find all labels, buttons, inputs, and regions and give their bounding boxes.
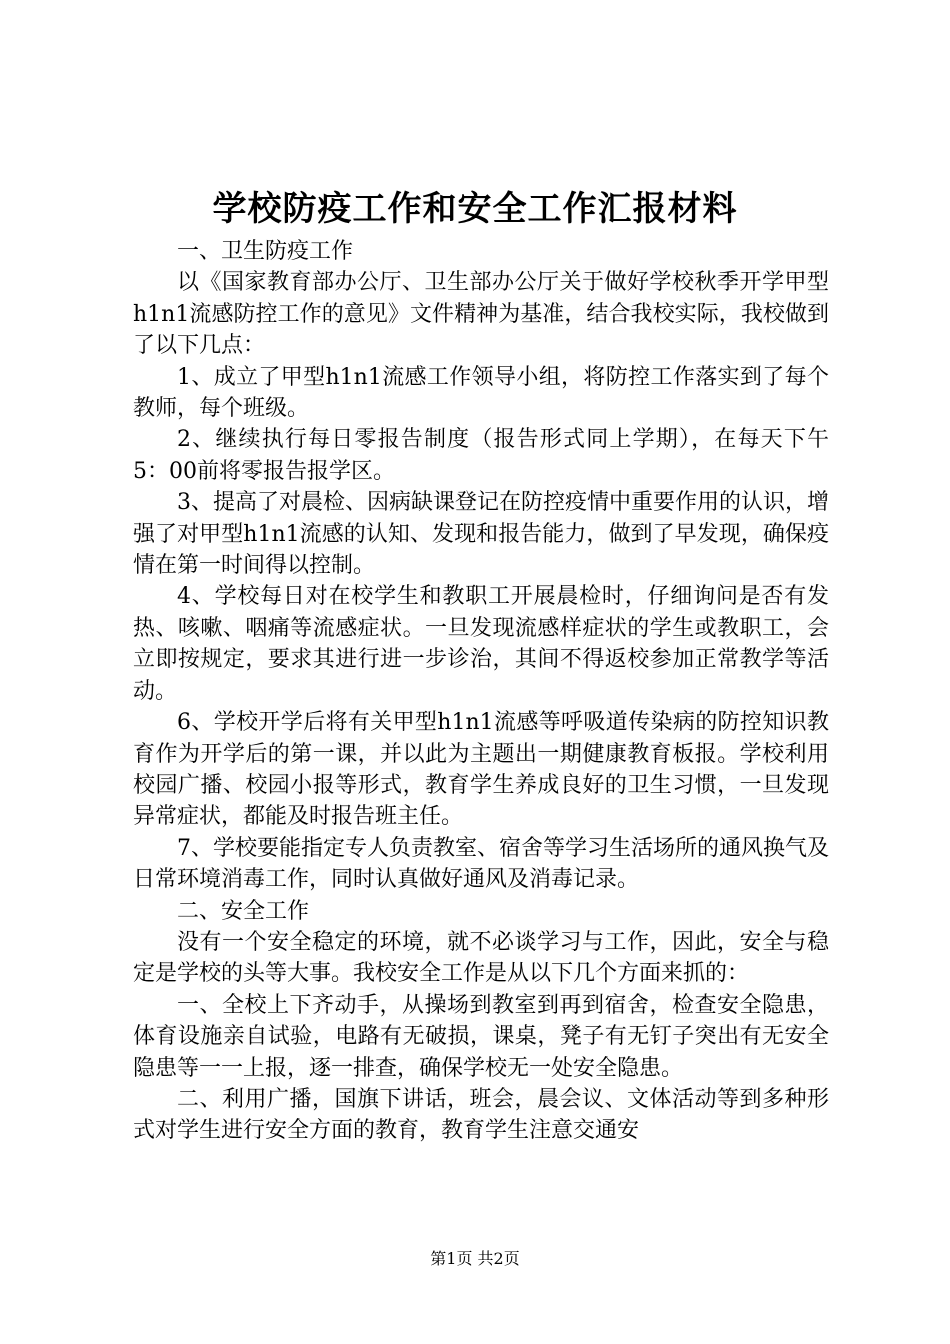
paragraph: 6、学校开学后将有关甲型h1n1流感等呼吸道传染病的防控知识教育作为开学后的第一课，并以此为主题出一期健康教育板报。学校利用校园广播、校园小报等形式，教育学生养成良好的卫生习惯，一旦发现异常症状，都能及时报告班主任。 bbox=[133, 710, 829, 830]
page-number-footer: 第1页 共2页 bbox=[430, 1249, 520, 1268]
paragraph: 以《国家教育部办公厅、卫生部办公厅关于做好学校秋季开学甲型h1n1流感防控工作的意见》文件精神为基准，结合我校实际，我校做到了以下几点： bbox=[133, 270, 829, 359]
paragraph: 3、提高了对晨检、因病缺课登记在防控疫情中重要作用的认识，增强了对甲型h1n1流感的认知、发现和报告能力，做到了早发现，确保疫情在第一时间得以控制。 bbox=[133, 490, 829, 579]
paragraph: 7、学校要能指定专人负责教室、宿舍等学习生活场所的通风换气及日常环境消毒工作，同时认真做好通风及消毒记录。 bbox=[133, 835, 829, 893]
paragraph: 二、利用广播，国旗下讲话，班会，晨会议、文体活动等到多种形式对学生进行安全方面的教育，教育学生注意交通安 bbox=[133, 1086, 829, 1144]
section-heading-safety: 二、安全工作 bbox=[177, 898, 310, 924]
paragraph: 2、继续执行每日零报告制度（报告形式同上学期），在每天下午5：00前将零报告报学区。 bbox=[133, 427, 829, 484]
paragraph: 1、成立了甲型h1n1流感工作领导小组，将防控工作落实到了每个教师，每个班级。 bbox=[133, 364, 829, 422]
document-title: 学校防疫工作和安全工作汇报材料 bbox=[212, 189, 738, 229]
paragraph: 没有一个安全稳定的环境，就不必谈学习与工作，因此，安全与稳定是学校的头等大事。我校安全工作是从以下几个方面来抓的： bbox=[133, 929, 829, 987]
paragraph: 一、全校上下齐动手，从操场到教室到再到宿舍，检查安全隐患，体育设施亲自试验，电路有无破损，课桌，凳子有无钉子突出有无安全隐患等一一上报，逐一排查，确保学校无一处安全隐患。 bbox=[133, 992, 829, 1081]
section-heading-hygiene: 一、卫生防疫工作 bbox=[177, 239, 354, 264]
paragraph: 4、学校每日对在校学生和教职工开展晨检时，仔细询问是否有发热、咳嗽、咽痛等流感症状。一旦发现流感样症状的学生或教职工，会立即按规定，要求其进行进一步诊治，其间不得返校参加正常教学等活动。 bbox=[133, 584, 829, 704]
document-body bbox=[133, 236, 829, 1147]
